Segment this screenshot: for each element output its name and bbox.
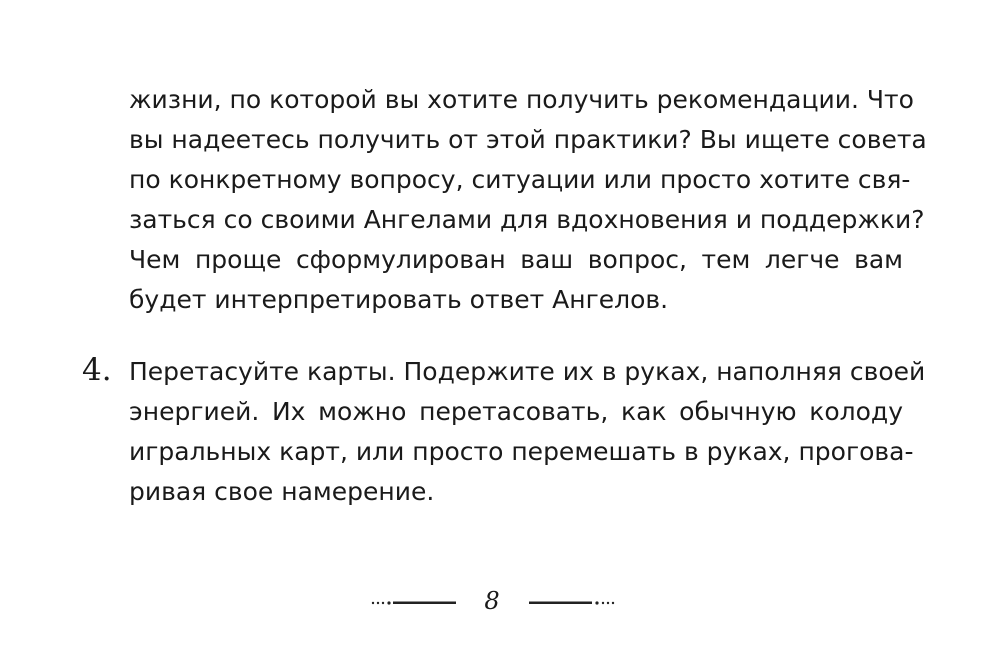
paragraph-line: энергией. Их можно перетасовать, как обычную колоду: [129, 397, 903, 426]
paragraph-line: Чем проще сформулирован ваш вопрос, тем легче вам: [129, 245, 903, 274]
list-item-paragraph: [129, 352, 926, 512]
paragraph-line: заться со своими Ангелами для вдохновения и поддержки?: [129, 205, 925, 234]
paragraph-line: ривая свое намерение.: [129, 477, 435, 506]
paragraph-line: Перетасуйте карты. Подержите их в руках, наполняя своей: [129, 357, 926, 386]
page-footer: [0, 584, 1000, 620]
paragraph-line: игральных карт, или просто перемешать в руках, прогова-: [129, 437, 914, 466]
continuation-paragraph: [129, 80, 927, 320]
paragraph-line: по конкретному вопросу, ситуации или просто хотите свя-: [129, 165, 911, 194]
paragraph-line: жизни, по которой вы хотите получить рекомендации. Что: [129, 85, 914, 114]
paragraph-line: вы надеетесь получить от этой практики? Вы ищете совета: [129, 125, 927, 154]
page-number: 8: [484, 587, 500, 615]
paragraph-line: будет интерпретировать ответ Ангелов.: [129, 285, 669, 314]
list-item-number: 4.: [82, 352, 112, 388]
